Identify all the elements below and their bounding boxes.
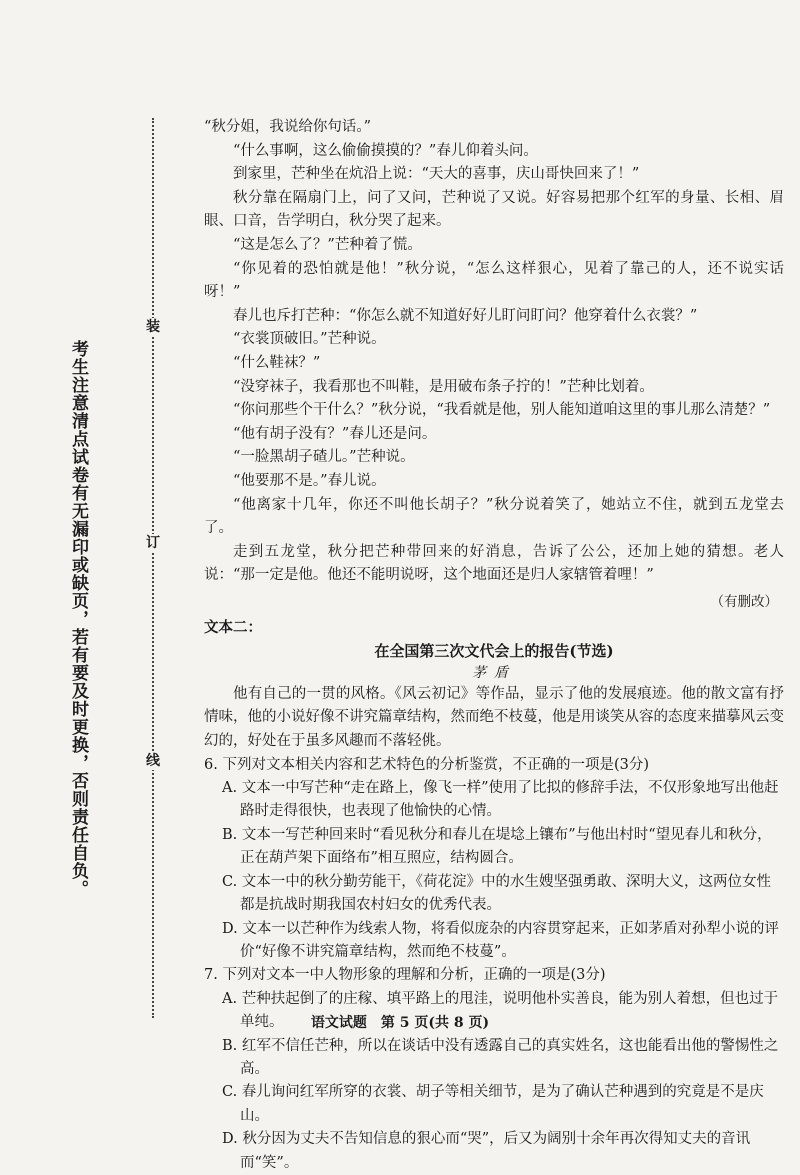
page-footer: 语文试题 第 5 页(共 8 页): [310, 1015, 490, 1031]
binding-mark-ding: 订: [146, 535, 160, 551]
question-6: [204, 754, 784, 965]
question-6-stem: 6. 下列对文本相关内容和艺术特色的分析鉴赏，不正确的一项是(3分): [204, 756, 649, 773]
story-paragraph: “他要那不是。”春儿说。: [233, 472, 386, 489]
question-7: [204, 964, 784, 1175]
story-paragraph: “一脸黑胡子碴儿。”芒种说。: [233, 449, 415, 466]
story-paragraph: “这是怎么了？”芒种着了慌。: [233, 236, 422, 253]
story-paragraph: 春儿也斥打芒种：“你怎么就不知道好好儿盯问盯问？他穿着什么衣裳？”: [233, 307, 698, 324]
story-paragraph: 到家里，芒种坐在炕沿上说：“天大的喜事，庆山哥快回来了！”: [233, 166, 640, 183]
story-paragraph: “他有胡子没有？”春儿还是问。: [233, 425, 437, 442]
question-6-option-b[interactable]: B. 文本一写芒种回来时“看见秋分和春儿在堤埝上镶布”与他出村时“望见春儿和秋分，正在葫芦架下面络布”相互照应，结构圆合。: [222, 826, 772, 867]
binding-dotted-line: [152, 118, 154, 1018]
story-paragraph: “什么事啊，这么偷偷摸摸的？”春儿仰着头问。: [233, 142, 538, 159]
story-paragraph: “秋分姐，我说给你句话。”: [204, 119, 372, 135]
question-6-option-d[interactable]: D. 文本一以芒种作为线索人物，将看似庞杂的内容贯穿起来，正如茅盾对孙犁小说的评价“好像不讲究篇章结构，然而绝不枝蔓”。: [222, 920, 779, 960]
text2-author: 茅盾: [472, 664, 516, 681]
story-paragraph: “你见着的恐怕就是他！”秋分说，“怎么这样狠心，见着了靠己的人，还不说实话呀！”: [204, 260, 784, 301]
story-paragraph: “他离家十几年，你还不叫他长胡子？”秋分说着笑了，她站立不住，就到五龙堂去了。: [204, 496, 784, 537]
question-7-option-c[interactable]: C. 春儿询问红军所穿的衣裳、胡子等相关细节，是为了确认芒种遇到的究竟是不是庆山。: [222, 1084, 764, 1124]
story-paragraph: 走到五龙堂，秋分把芒种带回来的好消息，告诉了公公，还加上她的猜想。老人说：“那一定是他。他还不能明说呀，这个地面还是归人家辖管着哩！”: [204, 543, 784, 584]
story-paragraph: “衣裳顶破旧。”芒种说。: [233, 331, 386, 348]
binding-mark-zhuang: 装: [146, 319, 160, 335]
story-paragraph: “什么鞋袜？”: [233, 354, 321, 371]
exam-notice: 考生注意清点试卷有无漏印或缺页，若有要及时更换，否则责任自负。: [68, 340, 88, 898]
story-paragraph: 秋分靠在隔扇门上，问了又问，芒种说了又说。好容易把那个红军的身量、长相、眉眼、口音，告学明白，秋分哭了起来。: [204, 189, 784, 230]
question-6-option-c[interactable]: C. 文本一中的秋分勤劳能干，《荷花淀》中的水生嫂坚强勇敢、深明大义，这两位女性都是抗战时期我国农村妇女的优秀代表。: [222, 873, 772, 914]
question-7-option-a[interactable]: A. 芒种扶起倒了的庄稼、填平路上的甩洼，说明他朴实善良，能为别人着想，但也过于单纯。: [222, 990, 779, 1031]
question-6-option-a[interactable]: A. 文本一中写芒种“走在路上，像飞一样”使用了比拟的修辞手法，不仅形象地写出他赶路时走得很快，也表现了他愉快的心情。: [222, 780, 779, 820]
story-paragraph: “没穿袜子，我看那也不叫鞋，是用破布条子拧的！”芒种比划着。: [233, 378, 654, 395]
question-7-stem: 7. 下列对文本一中人物形象的理解和分析，正确的一项是(3分): [204, 967, 606, 984]
question-7-option-b[interactable]: B. 红军不信任芒种，所以在谈话中没有透露自己的真实姓名，这也能看出他的警惕性之高。: [222, 1037, 779, 1077]
binding-mark-xian: 线: [146, 753, 160, 769]
story-paragraph: “你问那些个干什么？”秋分说，“我看就是他，别人能知道咱这里的事儿那么清楚？”: [233, 402, 771, 419]
source-note: （有删改）: [710, 593, 778, 610]
question-7-option-d[interactable]: D. 秋分因为丈夫不告知信息的狠心而“哭”，后又为阔别十余年再次得知丈夫的音讯而“笑”。: [222, 1131, 751, 1171]
text2-label: 文本二：: [204, 618, 262, 636]
text1-story: [204, 116, 784, 588]
text2-body: 他有自己的一贯的风格。《风云初记》等作品，显示了他的发展痕迹。他的散文富有抒情味，他的小说好像不讲究篇章结构，然而绝不枝蔓，他是用谈笑从容的态度来描摹风云变幻的，好处在于虽多风趣而不落轻佻。: [204, 685, 784, 750]
text2-title: 在全国第三次文代会上的报告(节选): [374, 641, 614, 660]
